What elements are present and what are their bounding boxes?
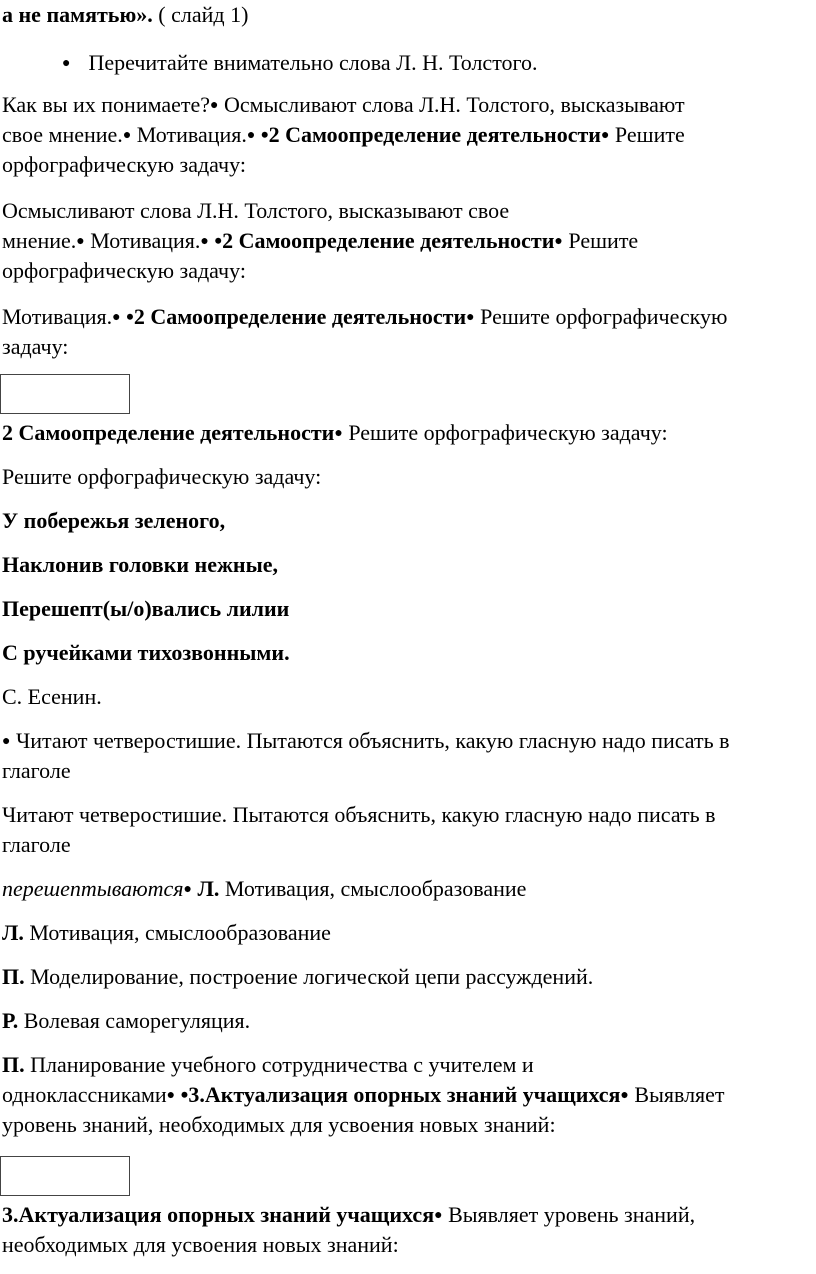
para7-text: Читают четверостишие. Пытаются объяснить, какую гласную надо писать в [2, 802, 716, 827]
para3-text: Решите орфографическую [474, 304, 728, 329]
para7-line2 [2, 830, 71, 860]
para12-heading: 3.Актуализация опорных знаний учащихся [188, 1082, 621, 1107]
bullet-icon: ● [554, 234, 563, 249]
para12-dot: • [175, 1082, 189, 1107]
para2-heading: 2 Самоопределение деятельности [222, 228, 555, 253]
bullet-icon: ● [62, 56, 71, 71]
para2-line1 [2, 196, 509, 226]
image-placeholder-box [0, 1156, 130, 1196]
para9-text: Мотивация, смыслообразование [23, 920, 331, 945]
bullet-icon: ● [246, 128, 256, 143]
bullet-icon: ● [466, 310, 475, 325]
para10-text: Моделирование, построение логической цепи рассуждений. [24, 964, 594, 989]
para1-text: свое мнение. [2, 122, 123, 147]
para1-heading: 2 Самоопределение деятельности [268, 122, 601, 147]
poem-line: Наклонив головки нежные, [2, 552, 279, 577]
para3-line1 [2, 302, 727, 336]
para1-text: Мотивация. [131, 122, 247, 147]
para1-text: Решите [609, 122, 685, 147]
para8-line [2, 874, 526, 908]
bullet-icon: ● [334, 426, 343, 441]
para11-line [2, 1006, 250, 1036]
para1-text: орфографическую задачу: [2, 152, 246, 177]
para2-text: орфографическую задачу: [2, 258, 246, 283]
header-slide: ( слайд 1) [152, 2, 249, 27]
para6-text: глаголе [2, 758, 71, 783]
para12-line2 [2, 1080, 725, 1114]
para2-dot: • [208, 228, 223, 253]
bullet-icon: ● [183, 882, 192, 897]
para1-line1 [2, 90, 685, 124]
para2-text: Решите [562, 228, 639, 253]
poem-line: Перешепт(ы/о)вались лилии [2, 596, 290, 621]
para8-label: Л. [191, 876, 220, 901]
para11-text: Волевая саморегуляция. [18, 1008, 251, 1033]
para13-heading: 3.Актуализация опорных знаний учащихся [2, 1202, 435, 1227]
para11-label: Р. [2, 1008, 19, 1033]
poem-line: С ручейками тихозвонными. [2, 640, 290, 665]
para3-text: задачу: [2, 334, 69, 359]
bullet-list-item [62, 48, 538, 82]
para2-text: Мотивация. [84, 228, 201, 253]
header-bold: а не памятью». [2, 2, 153, 27]
para10-line [2, 962, 593, 992]
bullet-icon: ● [76, 234, 85, 249]
para4-text: Решите орфографическую задачу: [342, 420, 668, 445]
para3-line2 [2, 332, 68, 362]
para1-text: Осмысливают слова Л.Н. Толстого, высказывают [218, 92, 685, 117]
para1-question: Как вы их понимаете? [2, 92, 211, 117]
header-line [2, 0, 248, 30]
para5-text: Решите орфографическую задачу: [2, 464, 322, 489]
para2-line3 [2, 256, 246, 286]
para12-text: одноклассниками [2, 1082, 167, 1107]
para7-line1 [2, 800, 716, 830]
para4-heading: 2 Самоопределение деятельности [2, 420, 335, 445]
para9-label: Л. [2, 920, 24, 945]
para6-text: Читают четверостишие. Пытаются объяснить, какую гласную надо писать в [10, 728, 730, 753]
bullet-text: Перечитайте внимательно слова Л. Н. Толстого. [88, 50, 538, 75]
para13-line2 [2, 1230, 399, 1260]
bullet-icon: ● [210, 98, 219, 113]
para5-line [2, 462, 321, 492]
bullet-icon: ● [200, 234, 209, 249]
para2-text: Осмысливают слова Л.Н. Толстого, высказывают свое [2, 198, 510, 223]
para1-line2 [2, 120, 685, 154]
para12-text: уровень знаний, необходимых для усвоения новых знаний: [2, 1112, 556, 1137]
para13-line1 [2, 1200, 695, 1234]
para12-line1 [2, 1050, 534, 1080]
bullet-icon: ● [112, 310, 121, 325]
para13-text: Выявляет уровень знаний, [442, 1202, 696, 1227]
para2-line2 [2, 226, 638, 260]
para4-line [2, 418, 668, 452]
para12-label: П. [2, 1052, 25, 1077]
para3-text: Мотивация. [2, 304, 113, 329]
para10-label: П. [2, 964, 25, 989]
bullet-icon: ● [122, 128, 132, 143]
para6-line1 [2, 726, 730, 760]
bullet-icon: ● [2, 734, 11, 749]
para8-verb: перешептываются [2, 876, 184, 901]
bullet-icon: ● [620, 1088, 629, 1103]
para9-line [2, 918, 331, 948]
para13-text: необходимых для усвоения новых знаний: [2, 1232, 399, 1257]
image-placeholder-box [0, 374, 130, 414]
bullet-icon: ● [166, 1088, 176, 1103]
para12-line3 [2, 1110, 556, 1140]
para12-text: Выявляет [628, 1082, 725, 1107]
bullet-icon: ● [434, 1208, 443, 1223]
para1-dot: • [255, 122, 269, 147]
para12-text: Планирование учебного сотрудничества с учителем и [24, 1052, 534, 1077]
para8-text: Мотивация, смыслообразование [219, 876, 527, 901]
para7-text: глаголе [2, 832, 71, 857]
poem-author: С. Есенин. [2, 684, 102, 709]
para2-text: мнение. [2, 228, 77, 253]
para1-line3 [2, 150, 246, 180]
bullet-icon: ● [600, 128, 610, 143]
para3-heading: 2 Самоопределение деятельности [133, 304, 467, 329]
para3-dot: • [120, 304, 134, 329]
para6-line2 [2, 756, 71, 786]
poem-line: У побережья зеленого, [2, 508, 226, 533]
